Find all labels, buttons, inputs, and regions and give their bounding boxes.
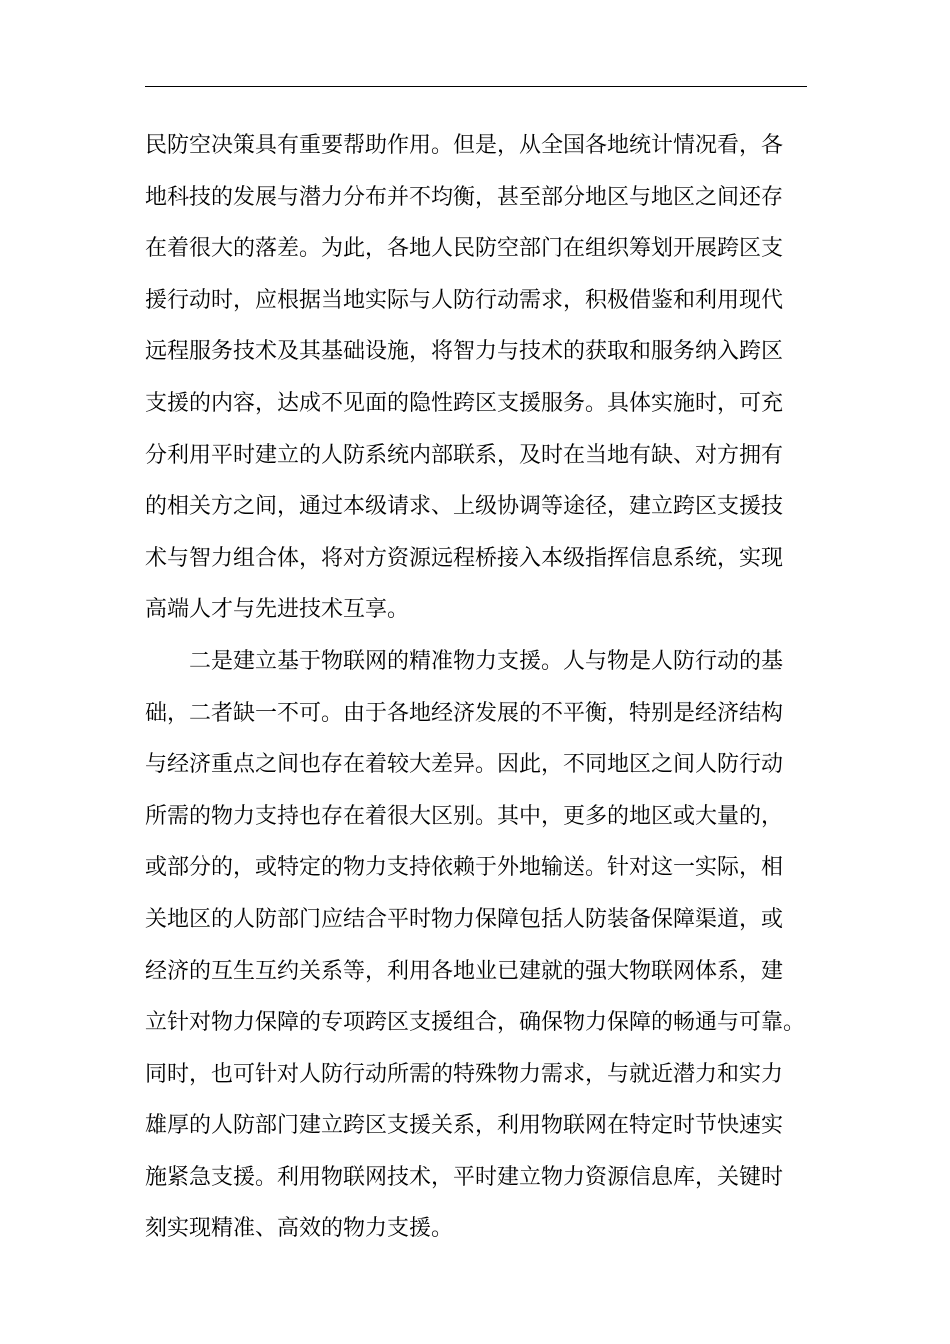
text-line: 在着很大的落差。为此，各地人民防空部门在组织筹划开展跨区支 [145,236,784,262]
text-line: 高端人才与先进技术互享。 [145,597,410,623]
text-line: 关地区的人防部门应结合平时物力保障包括人防装备保障渠道，或 [145,906,784,932]
text-line: 立针对物力保障的专项跨区支援组合，确保物力保障的畅通与可靠。 [145,1010,806,1036]
paragraph-start-line: 二是建立基于物联网的精准物力支援。人与物是人防行动的基 [189,648,784,674]
text-line: 所需的物力支持也存在着很大区别。其中，更多的地区或大量的， [145,803,784,829]
text-line: 的相关方之间，通过本级请求、上级协调等途径，建立跨区支援技 [145,494,784,520]
text-line: 雄厚的人防部门建立跨区支援关系，利用物联网在特定时节快速实 [145,1113,784,1139]
text-line: 同时，也可针对人防行动所需的特殊物力需求，与就近潜力和实力 [145,1061,784,1087]
header-rule [145,86,807,87]
text-line: 分利用平时建立的人防系统内部联系，及时在当地有缺、对方拥有 [145,442,784,468]
text-line: 与经济重点之间也存在着较大差异。因此，不同地区之间人防行动 [145,752,784,778]
body-text [145,120,835,1255]
text-line: 刻实现精准、高效的物力支援。 [145,1216,454,1242]
text-line: 经济的互生互约关系等，利用各地业已建就的强大物联网体系，建 [145,958,784,984]
text-line: 础，二者缺一不可。由于各地经济发展的不平衡，特别是经济结构 [145,700,784,726]
text-line: 或部分的，或特定的物力支持依赖于外地输送。针对这一实际，相 [145,855,784,881]
text-line: 地科技的发展与潜力分布并不均衡，甚至部分地区与地区之间还存 [145,184,784,210]
text-line: 援行动时，应根据当地实际与人防行动需求，积极借鉴和利用现代 [145,287,784,313]
text-line: 术与智力组合体，将对方资源远程桥接入本级指挥信息系统，实现 [145,545,784,571]
text-line: 民防空决策具有重要帮助作用。但是，从全国各地统计情况看，各 [145,133,784,158]
text-line: 施紧急支援。利用物联网技术，平时建立物力资源信息库，关键时 [145,1164,784,1190]
text-line: 远程服务技术及其基础设施，将智力与技术的获取和服务纳入跨区 [145,339,784,365]
text-line: 支援的内容，达成不见面的隐性跨区支援服务。具体实施时，可充 [145,390,784,416]
